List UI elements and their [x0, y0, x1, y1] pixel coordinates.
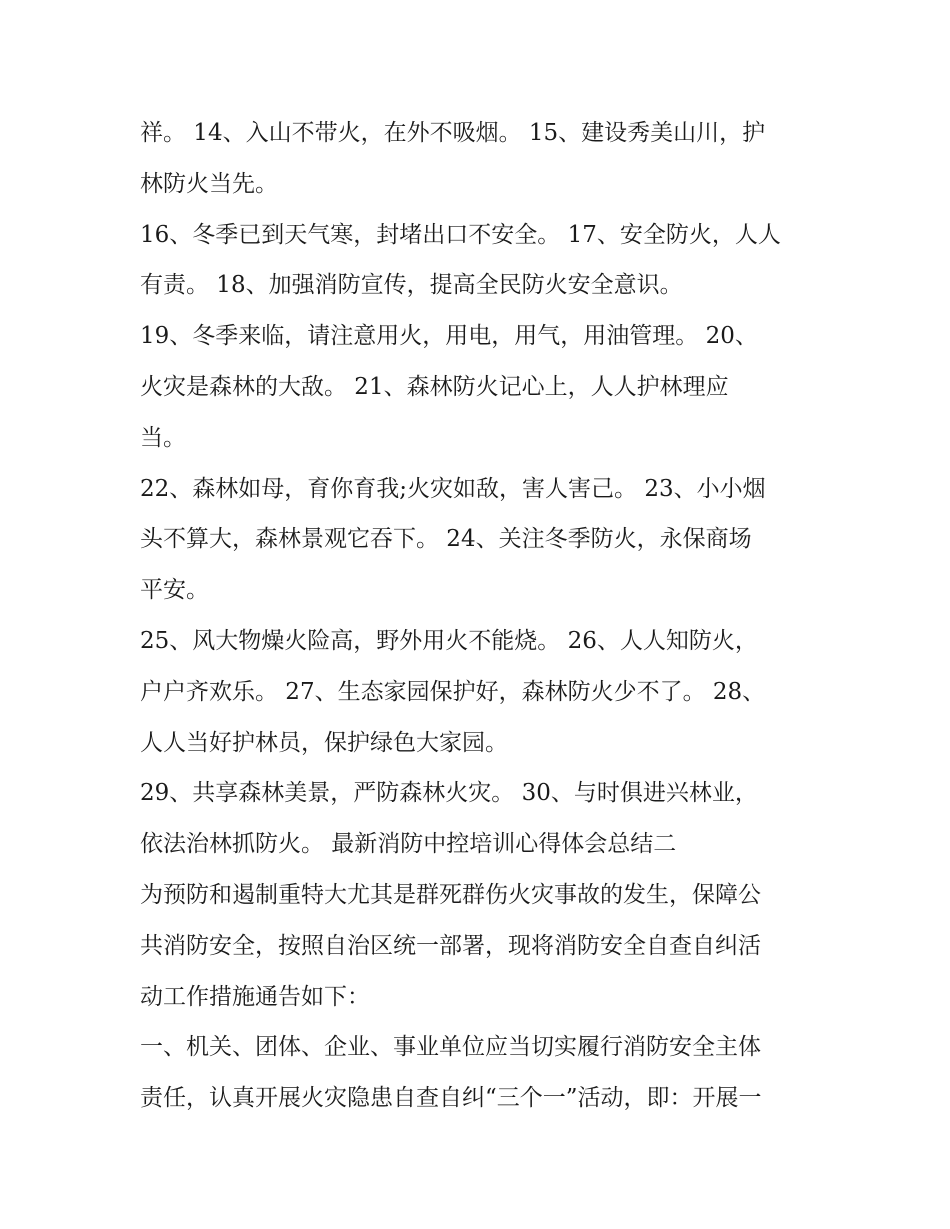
text-line: 火灾是森林的大敌。 21、森林防火记心上，人人护林理应	[140, 373, 729, 400]
text-line: 林防火当先。	[140, 170, 278, 197]
text-line: 一、机关、团体、企业、事业单位应当切实履行消防安全主体	[140, 1034, 761, 1061]
text-line: 当。	[140, 424, 186, 451]
text-line: 16、冬季已到天气寒，封堵出口不安全。 17、安全防火，人人	[140, 221, 781, 248]
text-line: 19、冬季来临，请注意用火，用电，用气，用油管理。 20、	[140, 323, 758, 350]
text-line: 共消防安全，按照自治区统一部署，现将消防安全自查自纠活	[140, 932, 761, 959]
text-line: 户户齐欢乐。 27、生态家园保护好，森林防火少不了。 28、	[140, 678, 766, 705]
text-line: 为预防和遏制重特大尤其是群死群伤火灾事故的发生，保障公	[140, 881, 761, 908]
text-line: 人人当好护林员，保护绿色大家园。	[140, 729, 508, 756]
text-line: 依法治林抓防火。 最新消防中控培训心得体会总结二	[140, 831, 677, 858]
text-line: 25、风大物燥火险高，野外用火不能烧。 26、人人知防火，	[140, 627, 758, 654]
text-line: 祥。 14、入山不带火，在外不吸烟。 15、建设秀美山川，护	[140, 120, 766, 146]
text-line: 22、森林如母，育你育我;火灾如敌，害人害己。 23、小小烟	[140, 475, 766, 502]
text-line: 动工作措施通告如下：	[140, 983, 370, 1010]
text-line: 平安。	[140, 577, 209, 604]
text-line: 责任，认真开展火灾隐患自查自纠“三个一”活动，即：开展一	[140, 1085, 762, 1112]
text-line: 29、共享森林美景，严防森林火灾。 30、与时俱进兴林业，	[140, 780, 758, 807]
document-body	[140, 108, 830, 1124]
text-line: 有责。 18、加强消防宣传，提高全民防火安全意识。	[140, 272, 683, 299]
text-line: 头不算大，森林景观它吞下。 24、关注冬季防火，永保商场	[140, 526, 752, 553]
